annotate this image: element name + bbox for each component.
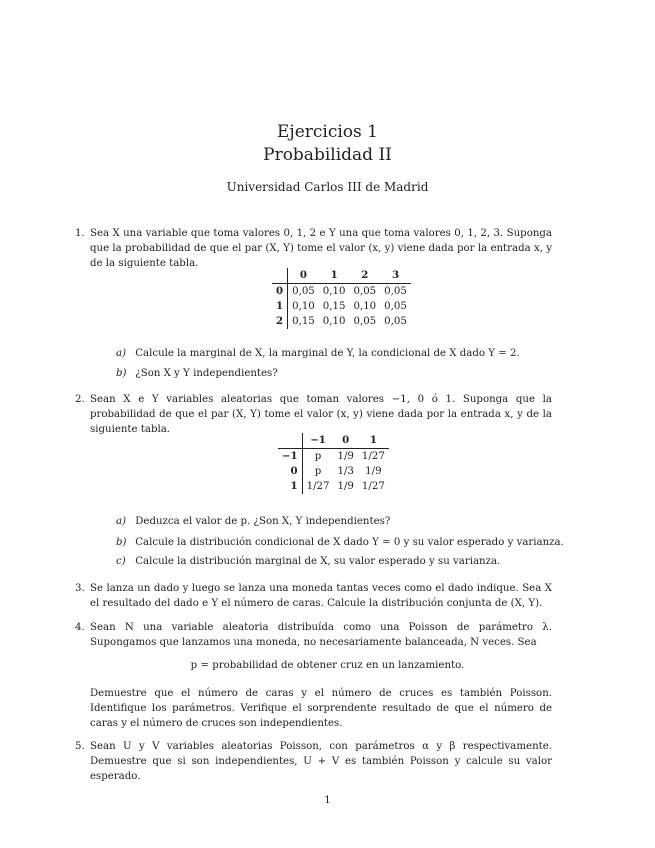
table-col-header: 0 — [288, 268, 319, 284]
table-cell: 0,15 — [292, 316, 315, 327]
exercise-4-continued — [90, 686, 552, 731]
table-cell: 1/9 — [337, 451, 354, 462]
table-row — [272, 284, 411, 300]
table-col-header: 2 — [349, 268, 380, 284]
title-line-1: Ejercicios 1 — [277, 122, 378, 142]
table-col-header: 1 — [358, 433, 389, 449]
table-cell: p — [314, 466, 322, 477]
institution: Universidad Carlos III de Madrid — [226, 180, 429, 194]
table-cell: 1/3 — [337, 466, 354, 477]
table-row — [278, 449, 389, 465]
exercise-2-text: Sean X e Y variables aleatorias que toman valores −1, 0 ó 1. Suponga que la probabilidad de que el par (X, Y) tome el valor (x, y) viene dada por la entrada x, y de la siguiente tabla. — [90, 394, 552, 435]
table-cell: 1/27 — [361, 451, 385, 462]
exercise-4 — [75, 620, 552, 650]
table-col-header: 1 — [319, 268, 350, 284]
table-col-header: 3 — [380, 268, 411, 284]
exercise-4-text-2: Demuestre que el número de caras y el número de cruces es también Poisson. Identifique los parámetros. Verifique el sorprendente resultado de que el número de caras y el número de cruces son independientes. — [90, 688, 552, 729]
exercise-2-item-a — [116, 514, 390, 529]
table-row — [278, 479, 389, 494]
item-label: a) — [116, 348, 127, 359]
exercise-2 — [75, 392, 552, 437]
exercise-1-table — [272, 268, 411, 329]
table-row — [278, 464, 389, 479]
exercise-4-text: Sean N una variable aleatoria distribuída como una Poisson de parámetro λ. Supongamos que lanzamos una moneda, no necesariamente balanceada, N veces. Sea — [90, 622, 552, 648]
table-row-header: 1 — [272, 299, 288, 314]
item-label: a) — [116, 516, 127, 527]
item-text: Calcule la marginal de X, la marginal de Y, la condicional de X dado Y = 2. — [135, 348, 520, 359]
table-row — [272, 314, 411, 329]
exercise-4-number: 4. — [75, 622, 85, 633]
exercise-2-number: 2. — [75, 394, 85, 405]
item-text: Calcule la distribución condicional de X dado Y = 0 y su valor esperado y varianza. — [135, 537, 564, 548]
table-cell: 0,05 — [292, 286, 315, 297]
table-cell: 0,10 — [322, 316, 346, 327]
exercise-1 — [75, 226, 552, 271]
table-cell: 0,05 — [353, 286, 377, 297]
table-col-header: −1 — [302, 433, 333, 449]
exercise-4-equation: p = probabilidad de obtener cruz en un lanzamiento. — [190, 660, 465, 671]
table-cell: 1/27 — [361, 481, 385, 492]
table-cell: 0,10 — [292, 301, 315, 312]
table-row-header: 1 — [278, 479, 302, 494]
exercise-1-text: Sea X una variable que toma valores 0, 1, 2 e Y una que toma valores 0, 1, 2, 3. Suponga que la probabilidad de que el par (X, Y) tome el valor (x, y) viene dada por la entrada x, y de la siguiente tabla. — [90, 228, 552, 269]
table-row-header: −1 — [278, 449, 302, 465]
exercise-3 — [75, 581, 552, 611]
item-text: Deduzca el valor de p. ¿Son X, Y independientes? — [135, 516, 391, 527]
exercise-5-number: 5. — [75, 741, 85, 752]
table-row-header: 0 — [272, 284, 288, 300]
table-cell: 0,05 — [384, 316, 407, 327]
table-corner — [278, 433, 302, 449]
item-label: c) — [116, 556, 126, 567]
table-cell: 0,10 — [353, 301, 377, 312]
table-cell: 0,10 — [322, 286, 346, 297]
page-number: 1 — [324, 795, 331, 806]
table-cell: p — [314, 451, 322, 462]
exercise-3-text: Se lanza un dado y luego se lanza una moneda tantas veces como el dado indique. Sea X el resultado del dado e Y el número de caras. Calcule la distribución conjunta de (X, Y). — [90, 583, 552, 609]
exercise-1-item-b — [116, 366, 278, 381]
table-cell: 1/27 — [306, 481, 330, 492]
table-cell: 1/9 — [337, 481, 354, 492]
table-col-header: 0 — [334, 433, 358, 449]
table-row-header: 0 — [278, 464, 302, 479]
exercise-2-item-b — [116, 535, 564, 550]
exercise-2-table — [278, 433, 389, 494]
item-label: b) — [116, 537, 127, 548]
item-text: Calcule la distribución marginal de X, su valor esperado y su varianza. — [135, 556, 501, 567]
exercise-5 — [75, 739, 552, 784]
table-cell: 0,05 — [384, 301, 407, 312]
table-cell: 0,05 — [353, 316, 377, 327]
table-row-header: 2 — [272, 314, 288, 329]
table-row — [272, 299, 411, 314]
table-cell: 0,15 — [322, 301, 346, 312]
title-line-2: Probabilidad II — [263, 145, 392, 165]
exercise-5-text: Sean U y V variables aleatorias Poisson, con parámetros α y β respectivamente. Demuestre que si son independientes, U + V es también Poisson y calcule su valor esperado. — [90, 741, 552, 782]
item-text: ¿Son X y Y independientes? — [135, 368, 278, 379]
table-cell: 1/9 — [365, 466, 382, 477]
exercise-2-item-c — [116, 554, 500, 569]
table-cell: 0,05 — [384, 286, 407, 297]
exercise-3-number: 3. — [75, 583, 85, 594]
table-corner — [272, 268, 288, 284]
exercise-1-item-a — [116, 346, 520, 361]
exercise-1-number: 1. — [75, 228, 85, 239]
item-label: b) — [116, 368, 127, 379]
